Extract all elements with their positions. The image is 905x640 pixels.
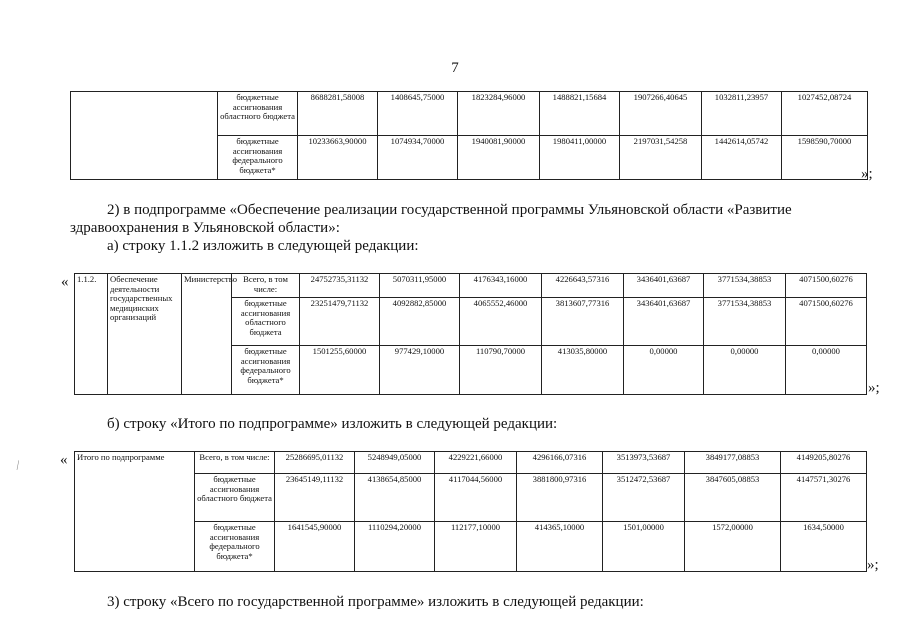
value-cell: 4071500,60276	[786, 274, 867, 298]
value-cell: 4229221,66000	[435, 452, 517, 474]
empty-cell	[71, 92, 218, 136]
value-cell: 5070311,95000	[380, 274, 460, 298]
value-cell: 1823284,96000	[458, 92, 540, 136]
value-cell: 3771534,38853	[704, 298, 786, 346]
executor: Министерство	[182, 274, 232, 395]
value-cell: 5248949,05000	[355, 452, 435, 474]
value-cell: 4117044,56000	[435, 474, 517, 522]
value-cell: 1442614,05742	[702, 136, 782, 180]
table-row	[71, 92, 868, 136]
value-cell: 112177,10000	[435, 522, 517, 572]
value-cell: 1032811,23957	[702, 92, 782, 136]
row-label: бюджетные ассигнования областного бюджета	[232, 298, 300, 346]
program-name: Обеспечение деятельности государственных медицинских организаций	[108, 274, 182, 395]
value-cell: 4071500,60276	[786, 298, 867, 346]
closing-quote: »;	[861, 166, 873, 182]
value-cell: 23251479,71132	[300, 298, 380, 346]
value-cell: 3881800,97316	[517, 474, 603, 522]
row-number: 1.1.2.	[75, 274, 108, 395]
value-cell: 1907266,40645	[620, 92, 702, 136]
row-label: бюджетные ассигнования федерального бюджета*	[195, 522, 275, 572]
table-row-1-1-2	[74, 273, 867, 395]
row-label: бюджетные ассигнования федерального бюджета*	[232, 346, 300, 395]
value-cell: 1501,00000	[603, 522, 685, 572]
row-label: бюджетные ассигнования областного бюджета	[218, 92, 298, 136]
value-cell: 3771534,38853	[704, 274, 786, 298]
row-label: Всего, в том числе:	[195, 452, 275, 474]
value-cell: 4149205,80276	[781, 452, 867, 474]
paragraph-2-line2: здравоохранения в Ульяновской области»:	[70, 220, 340, 236]
value-cell: 1641545,90000	[275, 522, 355, 572]
value-cell: 3513973,53687	[603, 452, 685, 474]
opening-quote: «	[60, 452, 68, 468]
value-cell: 4176343,16000	[460, 274, 542, 298]
program-name: Итого по подпрограмме	[75, 452, 195, 572]
table-continuation	[70, 91, 868, 180]
value-cell: 1572,00000	[685, 522, 781, 572]
value-cell: 4296166,07316	[517, 452, 603, 474]
value-cell: 413035,80000	[542, 346, 624, 395]
value-cell: 1940081,90000	[458, 136, 540, 180]
value-cell: 110790,70000	[460, 346, 542, 395]
table-row	[75, 274, 867, 298]
value-cell: 4147571,30276	[781, 474, 867, 522]
row-label: бюджетные ассигнования федерального бюджета*	[218, 136, 298, 180]
value-cell: 0,00000	[624, 346, 704, 395]
value-cell: 1074934,70000	[378, 136, 458, 180]
closing-quote: »;	[868, 380, 880, 396]
value-cell: 1488821,15684	[540, 92, 620, 136]
value-cell: 23645149,11132	[275, 474, 355, 522]
empty-cell	[71, 136, 218, 180]
value-cell: 1634,50000	[781, 522, 867, 572]
value-cell: 3847605,08853	[685, 474, 781, 522]
value-cell: 977429,10000	[380, 346, 460, 395]
table-row	[71, 136, 868, 180]
value-cell: 3512472,53687	[603, 474, 685, 522]
opening-quote: «	[61, 274, 69, 290]
value-cell: 4065552,46000	[460, 298, 542, 346]
value-cell: 1501255,60000	[300, 346, 380, 395]
value-cell: 0,00000	[786, 346, 867, 395]
value-cell: 1598590,70000	[782, 136, 868, 180]
paragraph-3: 3) строку «Всего по государственной программе» изложить в следующей редакции:	[107, 594, 644, 610]
value-cell: 8688281,58008	[298, 92, 378, 136]
value-cell: 3436401,63687	[624, 274, 704, 298]
value-cell: 25286695,01132	[275, 452, 355, 474]
value-cell: 2197031,54258	[620, 136, 702, 180]
value-cell: 0,00000	[704, 346, 786, 395]
value-cell: 1027452,08724	[782, 92, 868, 136]
value-cell: 24752735,31132	[300, 274, 380, 298]
value-cell: 4138654,85000	[355, 474, 435, 522]
value-cell: 4226643,57316	[542, 274, 624, 298]
paragraph-b: б) строку «Итого по подпрограмме» изложить в следующей редакции:	[107, 416, 558, 432]
row-label: бюджетные ассигнования областного бюджета	[195, 474, 275, 522]
value-cell: 4092882,85000	[380, 298, 460, 346]
table-row	[75, 452, 867, 474]
paragraph-2-line1: 2) в подпрограмме «Обеспечение реализации государственной программы Ульяновской области «Развитие	[107, 202, 792, 218]
closing-quote: »;	[867, 557, 879, 573]
paragraph-a: а) строку 1.1.2 изложить в следующей редакции:	[107, 238, 419, 254]
value-cell: 3849177,08853	[685, 452, 781, 474]
table-subprogram-total	[74, 451, 867, 572]
page-number: 7	[451, 60, 459, 76]
value-cell: 1408645,75000	[378, 92, 458, 136]
value-cell: 1110294,20000	[355, 522, 435, 572]
value-cell: 1980411,00000	[540, 136, 620, 180]
value-cell: 10233663,90000	[298, 136, 378, 180]
value-cell: 3436401,63687	[624, 298, 704, 346]
row-label: Всего, в том числе:	[232, 274, 300, 298]
value-cell: 3813607,77316	[542, 298, 624, 346]
scan-mark: ∕	[13, 458, 22, 472]
value-cell: 414365,10000	[517, 522, 603, 572]
